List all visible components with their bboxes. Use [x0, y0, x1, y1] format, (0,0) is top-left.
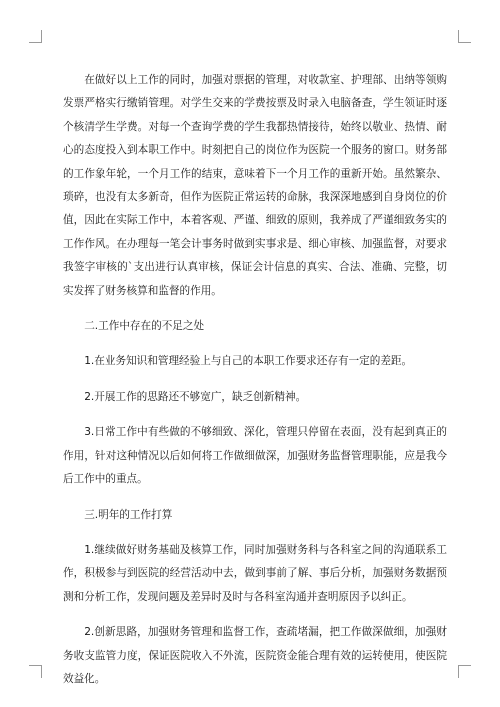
- crop-mark-bottom-left: [29, 665, 42, 678]
- crop-mark-bottom-right: [458, 665, 471, 678]
- crop-mark-top-left: [29, 30, 42, 43]
- crop-mark-top-right: [458, 30, 471, 43]
- section-heading-next-year-plan: 三.明年的工作打算: [84, 508, 173, 521]
- section-heading-shortcomings: 二.工作中存在的不足之处: [84, 320, 205, 333]
- document-body: [63, 69, 447, 691]
- list-item-plan-2: 2.创新思路，加强财务管理和监督工作，查疏堵漏，把工作做深做细，加强财务收支监管力度，保证医院收入不外流，医院资金能合理有效的运转使用，使医院效益化。: [63, 626, 447, 685]
- paragraph-work-summary: 在做好以上工作的同时，加强对票据的管理，对收款室、护理部、出纳等领购发票严格实行缴销管理。对学生交来的学费按票及时录入电脑备查，学生领证时逐个核清学生学费。对每一个查询学费的学生我都热情接待，始终以敬业、热情、耐心的态度投入到本职工作中。时刻把自己的岗位作为医院一个服务的窗口。财务部的工作象年轮，一个月工作的结束，意味着下一个月工作的重新开始。虽然繁杂、琐碎，也没有太多新奇，但作为医院正常运转的命脉，我深深地感到自身岗位的价值，因此在实际工作中，本着客观、严谨、细致的原则，我养成了严谨细致务实的工作作风。在办理每一笔会计事务时做到实事求是、细心审核、加强监督，对要求我签字审核的`支出进行认真审核，保证会计信息的真实、合法、准确、完整，切实发挥了财务核算和监督的作用。: [63, 74, 447, 297]
- list-item-shortcoming-2: 2.开展工作的思路还不够宽广，缺乏创新精神。: [84, 390, 307, 403]
- list-item-shortcoming-3: 3.日常工作中有些做的不够细致、深化，管理只停留在表面，没有起到真正的作用，针对这种情况以后如何将工作做细做深，加强财务监督管理职能，应是我今后工作中的重点。: [63, 426, 447, 486]
- list-item-plan-1: 1.继续做好财务基础及核算工作，同时加强财务科与各科室之间的沟通联系工作，积极参与到医院的经营活动中去，做到事前了解、事后分析，加强财务数据预测和分析工作，发现问题及差异时及时与各科室沟通并查明原因予以纠正。: [63, 543, 447, 603]
- list-item-shortcoming-1: 1.在业务知识和管理经验上与自己的本职工作要求还存有一定的差距。: [84, 355, 413, 368]
